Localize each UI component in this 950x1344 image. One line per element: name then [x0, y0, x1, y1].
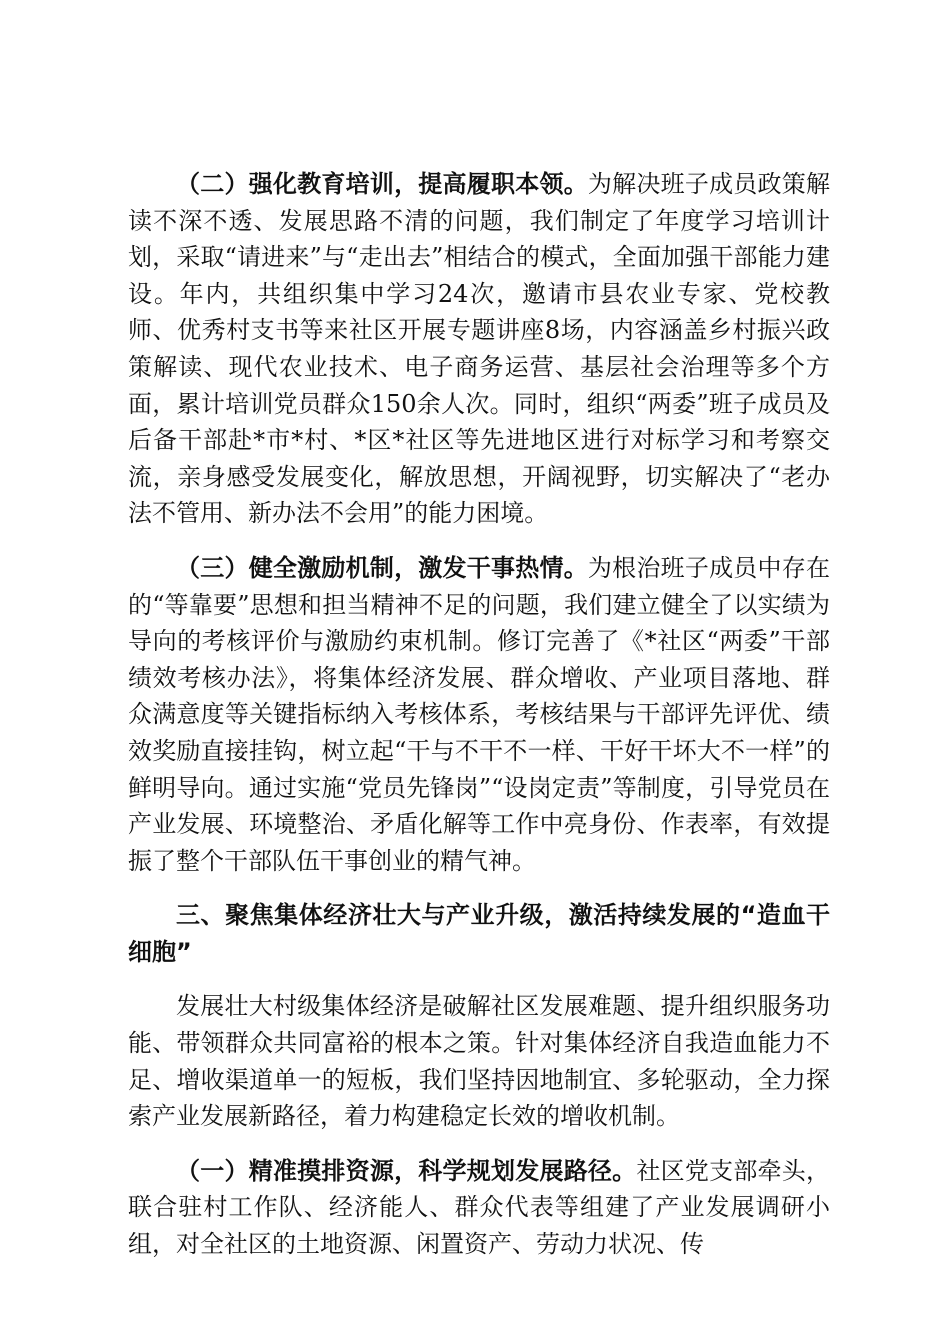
paragraph-lead: （二）强化教育培训，提高履职本领。: [176, 170, 588, 198]
paragraph-text: 为根治班子成员中存在的“等靠要”思想和担当精神不足的问题，我们建立健全了以实绩为导向的考核评价与激励约束机制。修订完善了《*社区“两委”干部绩效考核办法》，将集体经济发展、群众增收、产业项目落地、群众满意度等关键指标纳入考核体系，考核结果与干部评先评优、绩效奖励直接挂钩，树立起“干与不干不一样、干好干坏大不一样”的鲜明导向。通过实施“党员先锋岗”“设岗定责”等制度，引导党员在产业发展、环境整治、矛盾化解等工作中亮身份、作表率，有效提振了整个干部队伍干事创业的精气神。: [128, 553, 830, 875]
paragraph-education-training: [128, 166, 830, 532]
section-heading: 三、聚焦集体经济壮大与产业升级，激活持续发展的“造血干细胞”: [128, 901, 830, 966]
paragraph-incentive-mechanism: [128, 550, 830, 879]
paragraph-resource-survey: [128, 1153, 830, 1263]
paragraph-text: 社区党支部牵头，联合驻村工作队、经济能人、群众代表等组建了产业发展调研小组，对全社区的土地资源、闲置资产、劳动力状况、传: [128, 1156, 831, 1259]
paragraph-lead: （一）精准摸排资源，科学规划发展路径。: [176, 1156, 637, 1185]
paragraph-text: 为解决班子成员政策解读不深不透、发展思路不清的问题，我们制定了年度学习培训计划，采取“请进来”与“走出去”相结合的模式，全面加强干部能力建设。年内，共组织集中学习24次，邀请市县农业专家、党校教师、优秀村支书等来社区开展专题讲座8场，内容涵盖乡村振兴政策解读、现代农业技术、电子商务运营、基层社会治理等多个方面，累计培训党员群众150余人次。同时，组织“两委”班子成员及后备干部赴*市*村、*区*社区等先进地区进行对标学习和考察交流，亲身感受发展变化，解放思想，开阔视野，切实解决了“老办法不管用、新办法不会用”的能力困境。: [128, 170, 830, 528]
document-body: [128, 166, 830, 1281]
paragraph-lead: （三）健全激励机制，激发干事热情。: [176, 553, 588, 582]
section-intro: 发展壮大村级集体经济是破解社区发展难题、提升组织服务功能、带领群众共同富裕的根本之策。针对集体经济自我造血能力不足、增收渠道单一的短板，我们坚持因地制宜、多轮驱动，全力探索产业发展新路径，着力构建稳定长效的增收机制。: [128, 992, 830, 1131]
